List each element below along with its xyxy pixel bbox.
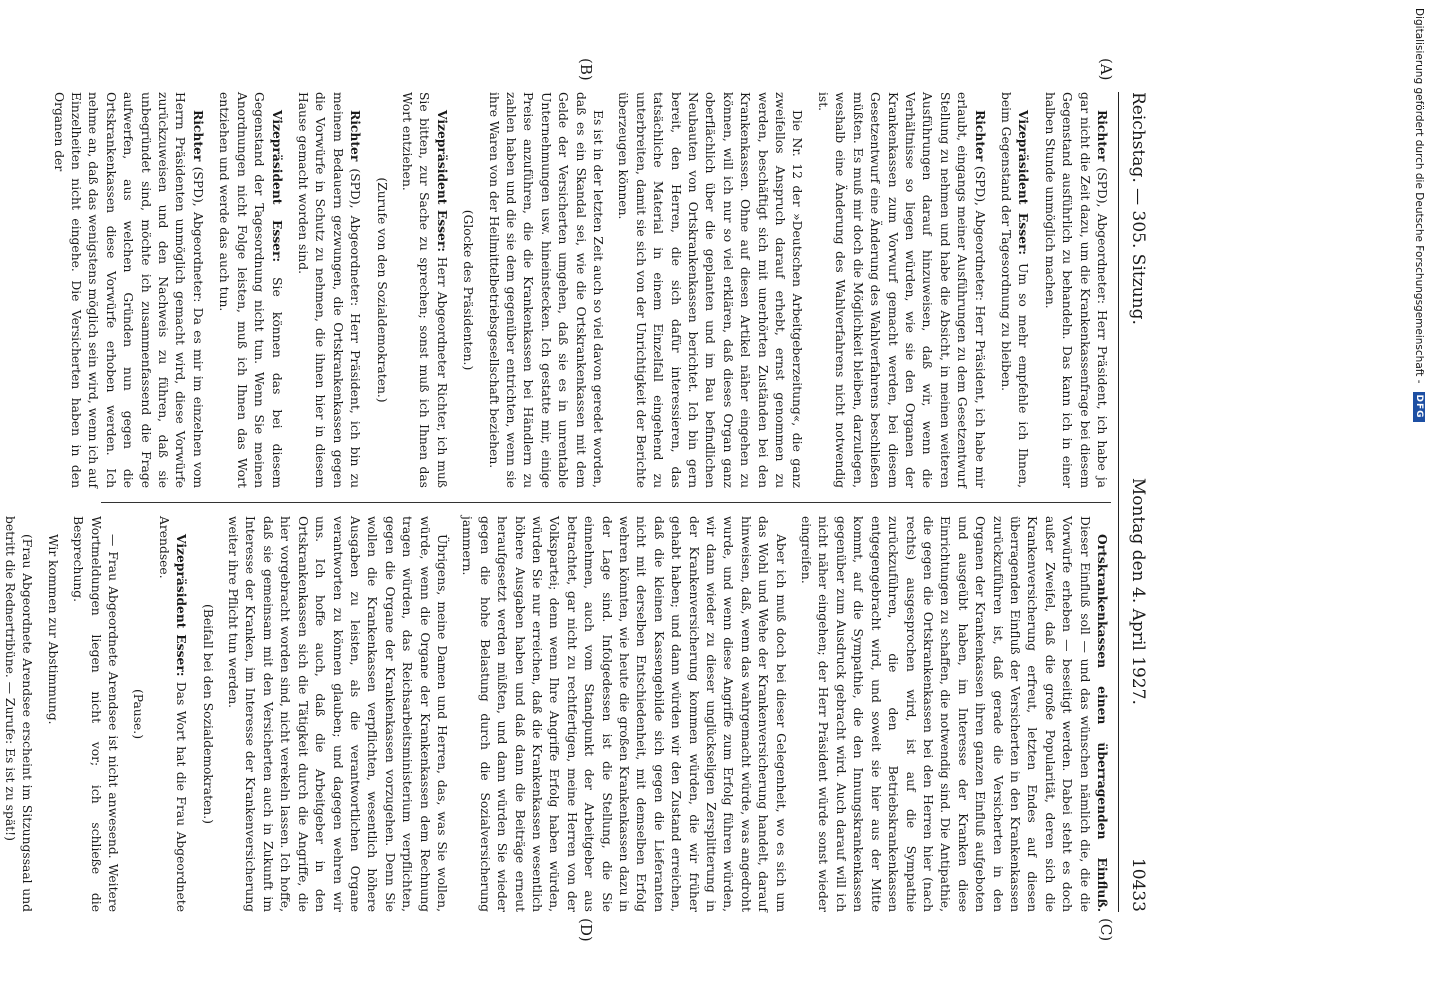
paragraph: [1, 516, 36, 912]
paragraph-text: (SPD), Abgeordneter: Herr Präsident, ich bin zu meinem Bedauern gezwungen, die Ortskrankenkassen gegen die Vorwürfe in Schutz zu nehmen, die ihnen hier in diesem Hause gemacht worden sind.: [295, 92, 363, 488]
paragraph-text: Herr Abgeordneter Richter, ich muß Sie bitten, zur Sache zu sprechen; sonst muß ich Ihnen das Wort entziehen.: [399, 92, 449, 489]
dfg-logo: DFG: [1413, 392, 1425, 422]
paragraph-text: Wir kommen zur Abstimmung.: [45, 534, 60, 725]
column-divider: [101, 502, 1111, 503]
paragraph-text: (Pause.): [131, 688, 146, 740]
paragraph: [294, 92, 365, 488]
paragraph-text: (Zurufe von den Sozialdemokraten.): [374, 177, 389, 403]
paragraph: [459, 92, 476, 488]
speaker-name: Vizepräsident Esser:: [1016, 110, 1032, 255]
dfg-text: Digitalisierung gefördert durch die Deutsche Forschungsgemeinschaft -: [1413, 8, 1425, 384]
paragraph-text: Das Wort hat die Frau Abgeordnete Arendsee.: [156, 516, 189, 913]
paragraph-text: Es ist in der letzten Zeit auch so viel davon geredet worden, daß es ein Skandal sei, wie die Ortskrankenkassen mit dem Gelde der Versicherten umgehen, daß sie es in unrentable Unternehmungen usw. hineinstecken. Ich gestatte mir, einige Preise anzuführen, die die Krankenkassen bei Händlern zu zahlen haben und die sie dem gegenüber entrichten, wenn sie ihre Waren von der Heilmittelbetriebsgesellschaft beziehen.: [486, 92, 606, 488]
paragraph-text: — Frau Abgeordnete Arendsee ist nicht anwesend. Weitere Wortmeldungen liegen nicht vor; ich schließe die Besprechung.: [71, 516, 121, 912]
paragraph: [458, 516, 789, 912]
header-session: Reichstag. — 305. Sitzung.: [1128, 92, 1148, 325]
paragraph: [129, 516, 146, 912]
margin-marker-a: (A): [1097, 58, 1115, 81]
paragraph: [69, 516, 121, 912]
speaker-name: Ortskrankenkassen einen überragenden Einfluß.: [1095, 534, 1110, 912]
paragraph: [43, 516, 60, 912]
margin-marker-d: (D): [577, 918, 595, 942]
paragraph-text: Übrigens, meine Damen und Herren, das, was Sie wollen, würde, wenn die Organe der Krankenkassen dem Rechnung tragen würden, das Reichsarbeitsministerium verpflichten, gegen die Organe der Krankenkassen vorzugehen. Denn Sie wollen die Krankenkassen verpflichten, wesentlich höhere Ausgaben zu leisten, als die verantwortlichen Organe verantworten zu können glauben; und dagegen wehren wir uns. Ich hoffe auch, daß die Arbeitgeber in den Ortskrankenkassen sich die Tätigkeit durch die Angriffe, die hier vorgebracht worden sind, nicht verekeln lassen. Ich hoffe, daß sie gemeinsam mit den Versicherten auch in Zukunft im Interesse der Kranken, im Interesse der Krankenversicherung weiter ihre Pflicht tun werden.: [226, 516, 449, 912]
paragraph: [198, 516, 215, 912]
speaker-name: Richter: [1095, 110, 1110, 162]
paragraph-text: Dieser Einfluß soll — und das wünschen nämlich die, die die Vorwürfe erheben — beseitigt werden. Dabei steht es doch außer Zweifel, daß die große Popularität, deren sich die Krankenversicherung erfreut, letzten Endes auf diesen überragenden Einfluß der Versicherten in den Krankenkassen zurückzuführen ist, daß gerade die Versicherten in den Organen der Krankenkassen ihren ganzen Einfluß aufgeboten und ausgeübt haben, im Interesse der Kranken diese Einrichtungen zu schaffen, die notwendig sind. Die Antipathie, die gegen die Ortskrankenkassen bei den Herren hier (nach rechts) ausgesprochen wird, ist auf die Sympathie zurückzuführen, die den Betriebskrankenkassen entgegengebracht wird, und soweit sie hier aus der Mitte kommt, auf die Sympathie, die den Innungskrankenkassen gegenüber zum Ausdruck gebracht wird. Auch darauf will ich nicht näher eingehen; der Herr Präsident würde sonst wieder eingreifen.: [799, 516, 1092, 912]
paragraph-text: Die Nr. 12 der »Deutschen Arbeitgeberzeitung«, die ganz zweifellos Anspruch darauf erhebt, ernst genommen zu werden, beschäftigt sich mit unerhörten Zuständen bei den Krankenkassen. Ohne auf diesen Artikel näher eingehen zu können, will ich nur so viel erklären, daß dieses Organ ganz oberflächlich über die geplanten und im Bau befindlichen Neubauten von Ortskrankenkassen berichtet. Ich bin gern bereit, den Herren, die sich dafür interessieren, das tatsächliche Material in einem Einzelfall eingehend zu unterbreiten, damit sie sich von der Unrichtigkeit der Berichte überzeugen können.: [616, 92, 805, 488]
header-rule: [1118, 92, 1119, 912]
paragraph: [997, 92, 1033, 488]
paragraph-text: (Glocke des Präsidenten.): [461, 209, 476, 371]
paragraph: [614, 92, 805, 488]
margin-marker-c: (C): [1097, 918, 1115, 942]
document-page: [3, 58, 1155, 942]
right-column: [3, 516, 1111, 913]
paragraph-text: Aber ich muß doch bei dieser Gelegenheit, wo es sich um das Wohl und Wehe der Krankenversicherung handelt, darauf hinweisen, daß, wenn das wahrgemacht würde, was angedroht wurde, und wenn diese Angriffe zum Erfolg führen würden, wir dann wieder zu dieser unglückseligen Zersplitterung in der Krankenversicherung kommen würden, die wir früher gehabt haben; und dann würden wir den Zustand erreichen, daß die kleinen Kassengebilde sich gegen die Lieferanten nicht mit derselben Entschiedenheit, mit demselben Erfolg wehren könnten, wie heute die großen Krankenkassen dazu in der Lage sind. Infolgedessen ist die Stellung, die Sie einnehmen, auch vom Standpunkt der Arbeitgeber aus betrachtet, gar nicht zu rechtfertigen, meine Herren von der Volkspartei; denn wenn Ihre Angriffe Erfolg haben würden, würden Sie nur erreichen, daß die Krankenkassen wesentlich höhere Ausgaben haben und daß dann die Beiträge erneut heraufgesetzt werden müßten, und dann würden Sie wieder gegen die hohe Belastung durch die Sozialversicherung jammern.: [460, 516, 788, 912]
header-page-number: 10433: [1128, 857, 1148, 912]
paragraph: [224, 516, 450, 912]
speaker-name: Richter: [190, 110, 206, 162]
paragraph: [154, 516, 190, 912]
speaker-name: Vizepräsident Esser:: [434, 110, 450, 252]
paragraph: [1040, 92, 1111, 488]
speaker-name: Richter: [972, 110, 988, 162]
paragraph: [49, 92, 207, 488]
margin-marker-b: (B): [577, 58, 595, 81]
dfg-funding-notice: [1411, 8, 1427, 778]
speaker-name: Vizepräsident Esser:: [269, 110, 285, 263]
paragraph-text: (Beifall bei den Sozialdemokraten.): [200, 604, 215, 824]
page-header: [1121, 92, 1155, 912]
paragraph-text: (Frau Abgeordnete Arendsee erscheint im Sitzungssaal und betritt die Rednertribüne. — Zurufe: Es ist zu spät!): [3, 516, 35, 912]
paragraph: [372, 92, 389, 488]
paragraph-text: (SPD), Abgeordneter: Herr Präsident, ich habe mir erlaubt, eingangs meiner Ausführungen zu dem Gesetzentwurf Stellung zu nehmen und habe die Absicht, in meinen weiteren Ausführungen darauf hinzuweisen, daß wir, wenn die Verhältnisse so liegen würden, wie sie den Organen der Krankenkassen zum Vorwurf gemacht werden, bei diesem Gesetzentwurf eine Änderung des Wahlverfahrens beschließen müßten. Es muß mir doch die Möglichkeit bleiben, darzulegen, weshalb eine Änderung des Wahlverfahrens nicht notwendig ist.: [815, 92, 987, 488]
paragraph-text: (SPD), Abgeordneter: Da es mir im einzelnen vom Herrn Präsidenten unmöglich gemacht wird, diese Vorwürfe zurückzuweisen und den Nachweis zu führen, daß sie unbegründet sind, möchte ich zusammenfassend die Frage aufwerfen, aus welchen Gründen nun gegen die Ortskrankenkassen diese Vorwürfe erhoben werden. Ich nehme an, daß das wenigstens möglich sein wird, wenn ich auf Einzelheiten nicht eingehe. Die Versicherten haben in den Organen der: [51, 92, 205, 488]
header-date: Montag den 4. April 1927.: [1128, 477, 1148, 705]
paragraph-text: (SPD), Abgeordneter: Herr Präsident, ich habe ja gar nicht die Zeit dazu, um die Krankenkassenfrage bei diesem Gegenstand ausführlich zu behandeln. Das kann ich in einer halben Stunde unmöglich machen.: [1042, 92, 1109, 488]
speaker-name: Vizepräsident Esser:: [174, 534, 190, 677]
left-column: [51, 92, 1111, 489]
paragraph: [797, 516, 1111, 912]
paragraph-text: Um so mehr empfehle ich Ihnen, beim Gegenstand der Tagesordnung zu bleiben.: [998, 92, 1031, 488]
paragraph: [814, 92, 989, 488]
paragraph: [398, 92, 451, 488]
paragraph: [484, 92, 606, 488]
speaker-name: Richter: [348, 110, 364, 162]
paragraph-text: Sie können das bei diesem Gegenstand der Tagesordnung nicht tun. Wenn Sie meinen Anordnungen nicht Folge leisten, muß ich Ihnen das Wort entziehen und werde das auch tun.: [217, 92, 284, 489]
paragraph: [215, 92, 286, 488]
